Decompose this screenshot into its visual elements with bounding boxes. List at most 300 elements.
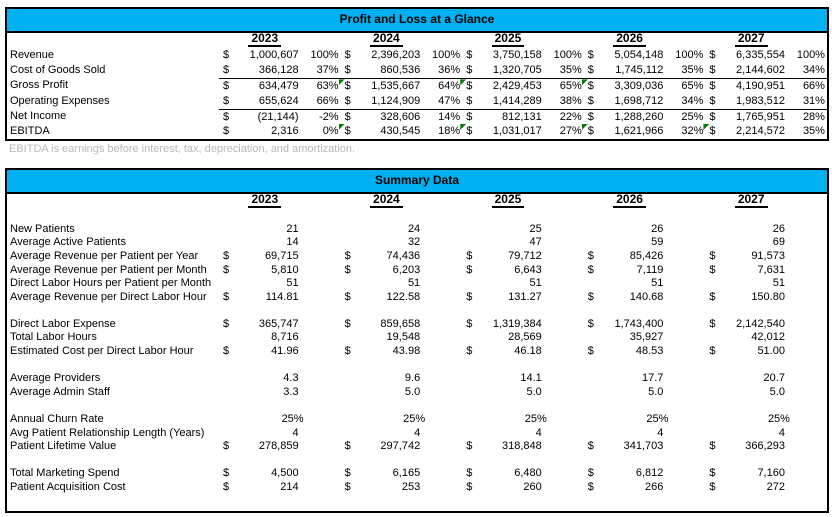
- cell-value: 812,131: [502, 110, 542, 123]
- cell-net-income-2027[interactable]: [705, 110, 827, 124]
- cell-annual-churn-rate-2024[interactable]: [341, 413, 463, 427]
- cell-revenue-2026[interactable]: [584, 48, 706, 63]
- cell-patient-acquisition-cost-2023[interactable]: [219, 481, 341, 495]
- row-label[interactable]: Total Labor Hours: [10, 331, 97, 344]
- cell-average-providers-2026[interactable]: [584, 372, 706, 386]
- cell-percent: 35%: [681, 64, 704, 77]
- spacer-row: [7, 304, 827, 318]
- cell-value: 26: [651, 222, 664, 235]
- cell-patient-lifetime-value-2024[interactable]: [341, 440, 463, 454]
- cell-average-revenue-per-patient-per-month-2025[interactable]: [462, 264, 584, 278]
- cell-annual-churn-rate-2023[interactable]: [219, 413, 341, 427]
- pl-table: [5, 7, 829, 141]
- cell-value: 35,927: [629, 331, 664, 344]
- cell-ebitda-2024[interactable]: [341, 124, 463, 139]
- cell-value: 1,698,712: [614, 94, 664, 107]
- percent-spacer: [785, 372, 827, 386]
- cell-value: 1,535,667: [371, 80, 421, 93]
- row-average-admin-staff: [7, 386, 827, 400]
- cell-average-revenue-per-patient-per-month-2027[interactable]: [705, 264, 827, 278]
- cell-annual-churn-rate-2025[interactable]: [462, 413, 584, 427]
- cell-average-active-patients-2026[interactable]: [584, 236, 706, 250]
- row-values: [219, 481, 827, 495]
- currency-symbol: [584, 427, 600, 441]
- row-values: [219, 345, 827, 359]
- cell-ebitda-2027[interactable]: [705, 124, 827, 139]
- cell-gross-profit-2023[interactable]: [219, 79, 341, 93]
- cell-average-active-patients-2024[interactable]: [341, 236, 463, 250]
- row-label[interactable]: Average Revenue per Patient per Month: [10, 263, 207, 276]
- percent-spacer: [420, 264, 462, 278]
- cell-percent: 100%: [553, 49, 582, 61]
- cell-gross-profit-2027[interactable]: [705, 79, 827, 93]
- cell-patient-acquisition-cost-2025[interactable]: [462, 481, 584, 495]
- cell-operating-expenses-2027[interactable]: [705, 94, 827, 109]
- currency-symbol: $: [709, 290, 716, 303]
- currency-symbol: $: [466, 481, 473, 493]
- cell-cost-of-goods-sold-2023[interactable]: [219, 63, 341, 78]
- cell-average-providers-2024[interactable]: [341, 372, 463, 386]
- currency-symbol: [219, 223, 235, 237]
- row-label[interactable]: Direct Labor Hours per Patient per Month: [10, 277, 212, 290]
- cell-value: 14: [286, 236, 299, 249]
- cell-average-revenue-per-patient-per-year-2023[interactable]: [219, 250, 341, 264]
- cell-percent: 100%: [310, 49, 339, 61]
- currency-symbol: $: [587, 64, 594, 77]
- cell-average-admin-staff-2027[interactable]: [705, 386, 827, 400]
- currency-symbol: $: [344, 345, 351, 358]
- percent-spacer: [542, 386, 584, 400]
- year-label[interactable]: 2024: [370, 193, 403, 208]
- cell-direct-labor-hours-per-patient-per-month-2023[interactable]: [219, 277, 341, 291]
- row-values: [219, 304, 827, 318]
- row-estimated-cost-per-direct-labor-hour: [7, 345, 827, 359]
- cell-cost-of-goods-sold-2024[interactable]: [341, 63, 463, 78]
- currency-symbol: $: [223, 80, 230, 93]
- cell-ebitda-2025[interactable]: [462, 124, 584, 139]
- row-label[interactable]: Patient Lifetime Value: [10, 440, 117, 453]
- cell-avg-patient-relationship-length-years-2025[interactable]: [462, 427, 584, 441]
- empty-cell: [219, 399, 341, 413]
- cell-estimated-cost-per-direct-labor-hour-2024[interactable]: [341, 345, 463, 359]
- cell-patient-acquisition-cost-2026[interactable]: [584, 481, 706, 495]
- cell-percent: 31%: [802, 94, 825, 107]
- percent-spacer: [299, 345, 341, 359]
- percent-spacer: [299, 236, 341, 250]
- cell-avg-patient-relationship-length-years-2026[interactable]: [584, 427, 706, 441]
- cell-value: 253: [401, 481, 421, 493]
- cell-average-providers-2027[interactable]: [705, 372, 827, 386]
- row-values: [219, 223, 827, 237]
- percent-spacer: [663, 372, 705, 386]
- cell-value: 6,812: [635, 467, 664, 480]
- cell-ebitda-2023[interactable]: [219, 124, 341, 139]
- cell-average-providers-2025[interactable]: [462, 372, 584, 386]
- cell-average-revenue-per-direct-labor-hour-2025[interactable]: [462, 291, 584, 305]
- spacer-row: [7, 359, 827, 373]
- cell-value: 131.27: [508, 290, 542, 303]
- row-label[interactable]: Annual Churn Rate: [10, 413, 104, 426]
- year-label[interactable]: 2023: [248, 32, 281, 47]
- cell-value: 5.0: [404, 385, 421, 398]
- year-column-header: [705, 193, 827, 208]
- cell-net-income-2023[interactable]: [219, 110, 341, 124]
- cell-direct-labor-expense-2027[interactable]: [705, 318, 827, 332]
- cell-average-revenue-per-patient-per-year-2026[interactable]: [584, 250, 706, 264]
- cell-average-revenue-per-direct-labor-hour-2027[interactable]: [705, 291, 827, 305]
- cell-annual-churn-rate-2026[interactable]: [584, 413, 706, 427]
- spacer-row: [7, 454, 827, 468]
- cell-direct-labor-expense-2026[interactable]: [584, 318, 706, 332]
- cell-value: 140.68: [629, 290, 664, 303]
- currency-symbol: [462, 277, 478, 291]
- cell-average-revenue-per-patient-per-month-2026[interactable]: [584, 264, 706, 278]
- cell-value: 51: [407, 277, 421, 290]
- currency-symbol: $: [587, 263, 594, 276]
- cell-net-income-2024[interactable]: [341, 110, 463, 124]
- cell-direct-labor-expense-2024[interactable]: [341, 318, 463, 332]
- year-label[interactable]: 2026: [613, 32, 646, 47]
- currency-symbol: $: [466, 317, 473, 330]
- cell-average-revenue-per-direct-labor-hour-2026[interactable]: [584, 291, 706, 305]
- cell-patient-acquisition-cost-2024[interactable]: [341, 481, 463, 495]
- row-values: [219, 467, 827, 481]
- row-label[interactable]: Average Admin Staff: [10, 385, 110, 398]
- percent-spacer: [299, 264, 341, 278]
- year-label[interactable]: 2027: [735, 32, 768, 47]
- currency-symbol: $: [344, 481, 351, 493]
- cell-patient-lifetime-value-2026[interactable]: [584, 440, 706, 454]
- cell-percent: 18%: [438, 124, 461, 137]
- cell-value: 42,012: [751, 331, 785, 344]
- cell-new-patients-2026[interactable]: [584, 223, 706, 237]
- row-label[interactable]: Average Revenue per Patient per Year: [10, 249, 199, 262]
- row-values: [219, 291, 827, 305]
- percent-spacer: [299, 291, 341, 305]
- cell-revenue-2025[interactable]: [462, 48, 584, 63]
- currency-symbol: $: [587, 440, 594, 453]
- cell-annual-churn-rate-2027[interactable]: [705, 413, 827, 427]
- percent-spacer: [785, 277, 827, 291]
- cell-value: 4: [778, 426, 785, 439]
- year-label[interactable]: 2027: [735, 193, 768, 208]
- cell-value: 4: [657, 426, 664, 439]
- row-gross-profit: [7, 78, 827, 93]
- row-label[interactable]: Direct Labor Expense: [10, 317, 116, 330]
- cell-average-revenue-per-patient-per-month-2023[interactable]: [219, 264, 341, 278]
- cell-revenue-2023[interactable]: [219, 48, 341, 63]
- percent-spacer: [663, 427, 705, 441]
- cell-operating-expenses-2024[interactable]: [341, 94, 463, 109]
- cell-patient-lifetime-value-2023[interactable]: [219, 440, 341, 454]
- cell-total-marketing-spend-2026[interactable]: [584, 467, 706, 481]
- currency-symbol: [341, 223, 357, 237]
- row-label[interactable]: Average Active Patients: [10, 236, 126, 249]
- cell-value: 7,119: [636, 263, 664, 276]
- row-label[interactable]: Average Revenue per Direct Labor Hour: [10, 290, 207, 303]
- cell-new-patients-2027[interactable]: [705, 223, 827, 237]
- percent-spacer: [663, 386, 705, 400]
- currency-symbol: $: [223, 49, 230, 61]
- percent-spacer: [299, 318, 341, 332]
- cell-new-patients-2023[interactable]: [219, 223, 341, 237]
- cell-ebitda-2026[interactable]: [584, 124, 706, 139]
- percent-spacer: [542, 223, 584, 237]
- year-label[interactable]: 2025: [492, 193, 525, 208]
- cell-total-labor-hours-2025[interactable]: [462, 331, 584, 345]
- currency-symbol: [341, 236, 357, 250]
- empty-cell: [341, 454, 463, 468]
- percent-spacer: [420, 467, 462, 481]
- percent-spacer: [542, 264, 584, 278]
- pl-table-title: Profit and Loss at a Glance: [7, 9, 827, 33]
- percent-spacer: [299, 413, 341, 427]
- currency-symbol: [219, 386, 235, 400]
- cell-value: 4.3: [283, 372, 299, 385]
- cell-gross-profit-2026[interactable]: [584, 79, 706, 93]
- empty-cell: [705, 454, 827, 468]
- cell-value: 51: [651, 277, 664, 290]
- cell-total-marketing-spend-2024[interactable]: [341, 467, 463, 481]
- percent-spacer: [663, 331, 705, 345]
- cell-value: 79,712: [508, 249, 542, 262]
- currency-symbol: $: [223, 263, 230, 276]
- row-revenue: [7, 48, 827, 63]
- cell-total-marketing-spend-2027[interactable]: [705, 467, 827, 481]
- percent-spacer: [420, 331, 462, 345]
- cell-value: 7,631: [757, 263, 785, 276]
- cell-direct-labor-expense-2023[interactable]: [219, 318, 341, 332]
- currency-symbol: $: [466, 290, 473, 303]
- cell-total-labor-hours-2024[interactable]: [341, 331, 463, 345]
- cell-total-labor-hours-2023[interactable]: [219, 331, 341, 345]
- row-label[interactable]: Estimated Cost per Direct Labor Hour: [10, 345, 194, 358]
- cell-value: 859,658: [380, 317, 421, 330]
- cell-average-admin-staff-2024[interactable]: [341, 386, 463, 400]
- currency-symbol: [584, 386, 600, 400]
- cell-gross-profit-2024[interactable]: [341, 79, 463, 93]
- empty-cell: [705, 399, 827, 413]
- cell-total-marketing-spend-2023[interactable]: [219, 467, 341, 481]
- row-label[interactable]: New Patients: [10, 222, 75, 235]
- row-values: [219, 94, 827, 109]
- percent-spacer: [542, 413, 584, 427]
- percent-spacer: [299, 440, 341, 454]
- currency-symbol: [341, 277, 357, 291]
- cell-average-active-patients-2023[interactable]: [219, 236, 341, 250]
- cell-average-active-patients-2025[interactable]: [462, 236, 584, 250]
- cell-percent: 35%: [559, 64, 582, 77]
- cell-value: 69: [772, 236, 785, 249]
- row-values: [219, 264, 827, 278]
- currency-symbol: $: [587, 467, 594, 480]
- cell-average-revenue-per-patient-per-year-2027[interactable]: [705, 250, 827, 264]
- cell-average-revenue-per-direct-labor-hour-2024[interactable]: [341, 291, 463, 305]
- cell-value: 46.18: [514, 345, 542, 358]
- cell-cost-of-goods-sold-2025[interactable]: [462, 63, 584, 78]
- empty-cell: [705, 304, 827, 318]
- cell-value: 25%: [646, 413, 669, 426]
- empty-cell: [705, 359, 827, 373]
- percent-spacer: [663, 264, 705, 278]
- cell-operating-expenses-2025[interactable]: [462, 94, 584, 109]
- cell-direct-labor-hours-per-patient-per-month-2026[interactable]: [584, 277, 706, 291]
- percent-spacer: [299, 277, 341, 291]
- row-label[interactable]: EBITDA: [10, 124, 50, 137]
- cell-direct-labor-hours-per-patient-per-month-2025[interactable]: [462, 277, 584, 291]
- row-label[interactable]: Net Income: [10, 109, 67, 122]
- cell-value: 1,745,112: [615, 64, 664, 77]
- currency-symbol: $: [344, 94, 351, 107]
- row-values: [219, 331, 827, 345]
- cell-direct-labor-hours-per-patient-per-month-2027[interactable]: [705, 277, 827, 291]
- cell-estimated-cost-per-direct-labor-hour-2023[interactable]: [219, 345, 341, 359]
- cell-value: 85,426: [629, 249, 664, 262]
- cell-average-admin-staff-2025[interactable]: [462, 386, 584, 400]
- cell-percent: 100%: [432, 49, 461, 61]
- row-avg-patient-relationship-length-years: [7, 427, 827, 441]
- row-label[interactable]: Patient Acquisition Cost: [10, 481, 126, 493]
- cell-average-admin-staff-2026[interactable]: [584, 386, 706, 400]
- cell-percent: 34%: [802, 64, 825, 77]
- row-label: [7, 209, 219, 223]
- cell-average-active-patients-2027[interactable]: [705, 236, 827, 250]
- row-label[interactable]: Total Marketing Spend: [10, 467, 120, 480]
- cell-estimated-cost-per-direct-labor-hour-2025[interactable]: [462, 345, 584, 359]
- cell-average-revenue-per-patient-per-month-2024[interactable]: [341, 264, 463, 278]
- year-column-header: [219, 193, 341, 208]
- cell-value: 2,396,203: [371, 49, 421, 61]
- cell-new-patients-2025[interactable]: [462, 223, 584, 237]
- cell-average-revenue-per-patient-per-year-2025[interactable]: [462, 250, 584, 264]
- cell-revenue-2024[interactable]: [341, 48, 463, 63]
- cell-gross-profit-2025[interactable]: [462, 79, 584, 93]
- percent-spacer: [785, 318, 827, 332]
- cell-value: 634,479: [258, 80, 299, 93]
- cell-value: 48.53: [635, 345, 664, 358]
- row-label[interactable]: Cost of Goods Sold: [10, 64, 106, 77]
- year-label[interactable]: 2025: [492, 32, 525, 47]
- currency-symbol: [462, 413, 478, 427]
- currency-symbol: $: [466, 94, 473, 107]
- cell-avg-patient-relationship-length-years-2023[interactable]: [219, 427, 341, 441]
- percent-spacer: [542, 481, 584, 495]
- currency-symbol: $: [709, 110, 716, 123]
- cell-operating-expenses-2026[interactable]: [584, 94, 706, 109]
- cell-direct-labor-expense-2025[interactable]: [462, 318, 584, 332]
- cell-direct-labor-hours-per-patient-per-month-2024[interactable]: [341, 277, 463, 291]
- cell-percent: 66%: [802, 80, 825, 93]
- cell-estimated-cost-per-direct-labor-hour-2027[interactable]: [705, 345, 827, 359]
- row-values: [219, 318, 827, 332]
- currency-symbol: $: [709, 440, 716, 453]
- row-label: [7, 359, 219, 373]
- cell-value: 25%: [767, 413, 790, 426]
- row-label[interactable]: Average Providers: [10, 372, 101, 385]
- percent-spacer: [420, 345, 462, 359]
- percent-spacer: [785, 236, 827, 250]
- row-patient-lifetime-value: [7, 440, 827, 454]
- cell-total-labor-hours-2026[interactable]: [584, 331, 706, 345]
- row-cost-of-goods-sold: [7, 63, 827, 78]
- percent-spacer: [420, 481, 462, 495]
- cell-average-providers-2023[interactable]: [219, 372, 341, 386]
- cell-value: 1,765,951: [736, 110, 785, 123]
- currency-symbol: $: [587, 80, 594, 93]
- cell-net-income-2026[interactable]: [584, 110, 706, 124]
- cell-patient-lifetime-value-2025[interactable]: [462, 440, 584, 454]
- cell-value: 4: [535, 426, 542, 439]
- cell-revenue-2027[interactable]: [705, 48, 827, 63]
- cell-value: 69,715: [264, 249, 299, 262]
- cell-value: 318,848: [502, 440, 542, 453]
- cell-patient-acquisition-cost-2027[interactable]: [705, 481, 827, 495]
- percent-spacer: [299, 427, 341, 441]
- percent-spacer: [785, 264, 827, 278]
- cell-new-patients-2024[interactable]: [341, 223, 463, 237]
- currency-symbol: $: [587, 317, 594, 330]
- percent-spacer: [420, 386, 462, 400]
- cell-percent: 32%: [681, 124, 704, 137]
- cell-value: 366,293: [745, 440, 785, 453]
- cell-cost-of-goods-sold-2026[interactable]: [584, 63, 706, 78]
- row-average-revenue-per-direct-labor-hour: [7, 291, 827, 305]
- cell-value: 122.58: [386, 290, 421, 303]
- percent-spacer: [542, 291, 584, 305]
- cell-net-income-2025[interactable]: [462, 110, 584, 124]
- row-values: [219, 109, 827, 124]
- cell-value: 1,414,289: [492, 94, 542, 107]
- currency-symbol: [705, 413, 721, 427]
- cell-value: 5,054,148: [614, 49, 664, 61]
- empty-cell: [341, 304, 463, 318]
- cell-average-revenue-per-patient-per-year-2024[interactable]: [341, 250, 463, 264]
- cell-average-admin-staff-2023[interactable]: [219, 386, 341, 400]
- row-label[interactable]: Gross Profit: [10, 79, 69, 92]
- currency-symbol: $: [466, 124, 473, 137]
- cell-cost-of-goods-sold-2027[interactable]: [705, 63, 827, 78]
- currency-symbol: [219, 331, 235, 345]
- cell-total-labor-hours-2027[interactable]: [705, 331, 827, 345]
- row-label[interactable]: Operating Expenses: [10, 94, 110, 107]
- cell-patient-lifetime-value-2027[interactable]: [705, 440, 827, 454]
- cell-avg-patient-relationship-length-years-2027[interactable]: [705, 427, 827, 441]
- cell-estimated-cost-per-direct-labor-hour-2026[interactable]: [584, 345, 706, 359]
- cell-value: 51.00: [757, 345, 785, 358]
- percent-spacer: [785, 223, 827, 237]
- year-label[interactable]: 2024: [370, 32, 403, 47]
- currency-symbol: $: [587, 290, 594, 303]
- year-column-header: [462, 193, 584, 208]
- currency-symbol: $: [587, 345, 594, 358]
- row-label[interactable]: Revenue: [10, 49, 55, 61]
- cell-operating-expenses-2023[interactable]: [219, 94, 341, 109]
- cell-value: 6,480: [514, 467, 542, 480]
- cell-total-marketing-spend-2025[interactable]: [462, 467, 584, 481]
- percent-spacer: [785, 291, 827, 305]
- currency-symbol: [219, 277, 235, 291]
- cell-avg-patient-relationship-length-years-2024[interactable]: [341, 427, 463, 441]
- year-label[interactable]: 2026: [613, 193, 646, 208]
- percent-spacer: [785, 386, 827, 400]
- percent-spacer: [420, 372, 462, 386]
- row-values: [219, 372, 827, 386]
- year-label[interactable]: 2023: [248, 193, 281, 208]
- cell-average-revenue-per-direct-labor-hour-2023[interactable]: [219, 291, 341, 305]
- cell-percent: 100%: [675, 49, 704, 61]
- cell-percent: 22%: [559, 110, 582, 123]
- row-label[interactable]: Avg Patient Relationship Length (Years): [10, 426, 205, 439]
